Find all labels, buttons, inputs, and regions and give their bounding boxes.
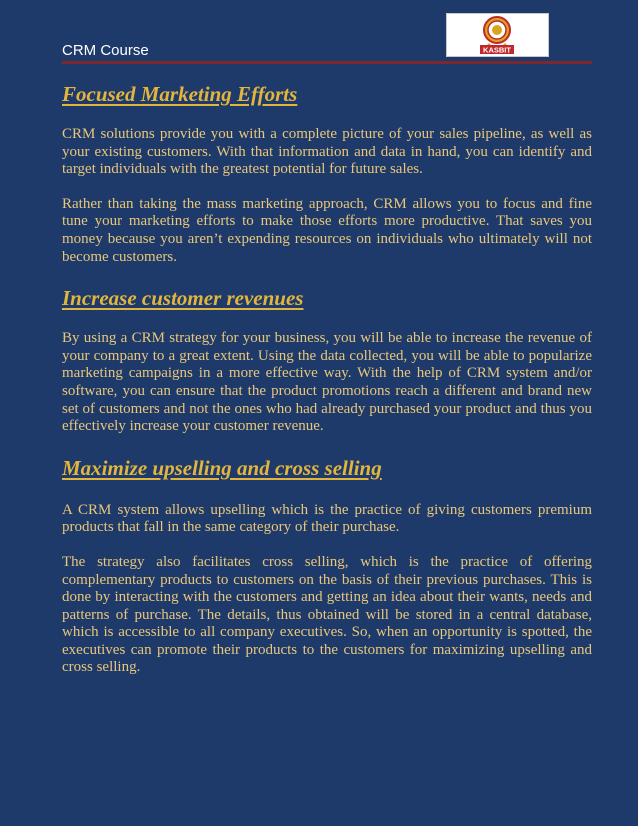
- document-body: [62, 80, 592, 677]
- paragraph: CRM solutions provide you with a complete picture of your sales pipeline, as well as your existing customers. With that information and data in hand, you can identify and target individuals with the greatest potential for future sales.: [62, 126, 592, 178]
- section-heading-focused-marketing: Focused Marketing Efforts: [62, 82, 298, 106]
- section-heading-upselling-cross-selling: Maximize upselling and cross selling: [62, 455, 382, 480]
- document-title: CRM Course: [62, 42, 149, 59]
- logo-text: KASBIT: [483, 45, 511, 55]
- paragraph: The strategy also facilitates cross selling, which is the practice of offering complementary products to customers on the basis of their previous purchases. This is done by interacting with the customers and getting an idea about their wants, needs and patterns of purchase. The details, thus obtained will be stored in a central database, which is accessible to all company executives. So, when an opportunity is spotted, the executives can promote their products to the customers for maximizing upselling and cross selling.: [62, 553, 592, 676]
- paragraph: By using a CRM strategy for your business, you will be able to increase the revenue of your company to a great extent. Using the data collected, you will be able to popularize marketing campaigns in a more effective way. With the help of CRM system and/or software, you can ensure that the product promotions reach a different and brand new set of customers and not the ones who had already purchased your product and thus you effectively increase your customer revenue.: [62, 330, 592, 435]
- paragraph: Rather than taking the mass marketing approach, CRM allows you to focus and fine tune your marketing efforts to make those efforts more productive. That saves you money because you aren’t expending resources on individuals who ultimately will not become customers.: [62, 195, 592, 265]
- header-divider: [62, 61, 592, 64]
- paragraph: A CRM system allows upselling which is the practice of giving customers premium products that fall in the same category of their purchase.: [62, 501, 592, 536]
- kasbit-logo: [446, 13, 549, 57]
- section-heading-increase-revenues: Increase customer revenues: [62, 286, 304, 311]
